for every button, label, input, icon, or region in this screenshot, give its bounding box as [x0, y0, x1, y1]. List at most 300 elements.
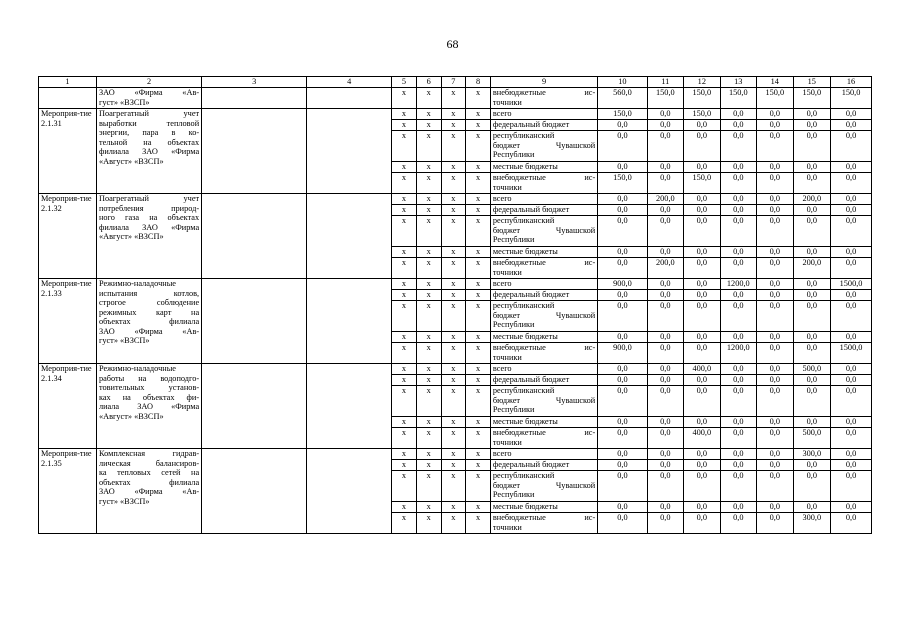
text-line: местные бюджеты [492, 247, 558, 256]
funding-source-cell [490, 375, 597, 386]
amount-cell: 0,0 [720, 449, 756, 460]
amount-cell: 0,0 [757, 332, 793, 343]
amount-cell: 0,0 [598, 364, 647, 375]
x-mark-cell: х [466, 386, 491, 417]
x-mark-cell: х [466, 343, 491, 364]
event-name-cell [96, 109, 201, 194]
event-name-cell [96, 88, 201, 109]
text-line: «Август» «ВЗСП» [98, 411, 164, 421]
amount-cell: 300,0 [793, 513, 831, 534]
funding-source-cell [490, 120, 597, 131]
column-number-15: 15 [793, 77, 831, 88]
x-mark-cell: х [441, 428, 466, 449]
empty-cell [202, 109, 307, 194]
text-line: строгое соблюдение [98, 298, 200, 307]
text-line: Комплексная гидрав- [98, 449, 200, 458]
amount-cell: 0,0 [720, 162, 756, 173]
x-mark-cell: х [416, 460, 441, 471]
amount-cell: 0,0 [793, 343, 831, 364]
x-mark-cell: х [466, 120, 491, 131]
x-mark-cell: х [441, 109, 466, 120]
amount-cell: 0,0 [684, 247, 720, 258]
text-line: республиканский [492, 301, 555, 310]
x-mark-cell: х [392, 386, 417, 417]
text-line: филиала ЗАО «Фирма [98, 147, 200, 156]
amount-cell: 0,0 [831, 109, 872, 120]
amount-cell: 0,0 [647, 471, 683, 502]
x-mark-cell: х [392, 205, 417, 216]
column-number-16: 16 [831, 77, 872, 88]
amount-cell: 0,0 [720, 131, 756, 162]
text-line: точники [492, 182, 522, 192]
event-name-cell [96, 449, 201, 534]
amount-cell: 0,0 [684, 375, 720, 386]
funding-source-cell [490, 247, 597, 258]
x-mark-cell: х [441, 258, 466, 279]
amount-cell: 0,0 [647, 301, 683, 332]
x-mark-cell: х [466, 428, 491, 449]
amount-cell: 0,0 [720, 216, 756, 247]
text-line: местные бюджеты [492, 162, 558, 171]
amount-cell: 0,0 [684, 449, 720, 460]
amount-cell: 200,0 [793, 194, 831, 205]
amount-cell: 150,0 [598, 109, 647, 120]
text-line: тельной на объектах [98, 137, 200, 147]
x-mark-cell: х [416, 417, 441, 428]
text-line: внебюджетные ис- [492, 88, 596, 97]
table-row [39, 194, 872, 205]
x-mark-cell: х [441, 279, 466, 290]
x-mark-cell: х [441, 343, 466, 364]
amount-cell: 0,0 [684, 417, 720, 428]
x-mark-cell: х [466, 247, 491, 258]
amount-cell: 0,0 [684, 216, 720, 247]
amount-cell: 0,0 [598, 290, 647, 301]
text-line: федеральный бюджет [492, 205, 570, 214]
event-number-cell: Мероприя-тие 2.1.35 [39, 449, 97, 534]
x-mark-cell: х [441, 417, 466, 428]
amount-cell: 400,0 [684, 364, 720, 375]
x-mark-cell: х [392, 88, 417, 109]
column-number-9: 9 [490, 77, 597, 88]
x-mark-cell: х [416, 301, 441, 332]
text-line: потребления природ- [98, 203, 200, 213]
amount-cell: 0,0 [598, 301, 647, 332]
amount-cell: 0,0 [757, 460, 793, 471]
text-line: лиала ЗАО «Фирма [98, 402, 200, 411]
amount-cell: 0,0 [598, 332, 647, 343]
text-line: точники [492, 97, 522, 107]
x-mark-cell: х [416, 216, 441, 247]
amount-cell: 0,0 [598, 375, 647, 386]
text-line: объектах филиала [98, 317, 200, 326]
amount-cell: 0,0 [684, 205, 720, 216]
event-name-cell [96, 279, 201, 364]
amount-cell: 150,0 [720, 88, 756, 109]
x-mark-cell: х [466, 279, 491, 290]
amount-cell: 0,0 [598, 205, 647, 216]
x-mark-cell: х [441, 513, 466, 534]
text-line: внебюджетные ис- [492, 428, 596, 437]
amount-cell: 150,0 [793, 88, 831, 109]
funding-source-cell [490, 471, 597, 502]
x-mark-cell: х [466, 258, 491, 279]
empty-cell [307, 194, 392, 279]
column-number-8: 8 [466, 77, 491, 88]
x-mark-cell: х [466, 513, 491, 534]
text-line: ках на объектах фи- [98, 392, 200, 402]
amount-cell: 0,0 [598, 386, 647, 417]
text-line: работы на водоподго- [98, 373, 200, 383]
x-mark-cell: х [466, 364, 491, 375]
amount-cell: 0,0 [684, 513, 720, 534]
text-line: точники [492, 352, 522, 362]
text-line: бюджет Чувашской [492, 225, 596, 235]
amount-cell: 0,0 [757, 301, 793, 332]
event-name-cell [96, 364, 201, 449]
x-mark-cell: х [416, 428, 441, 449]
funding-source-cell [490, 428, 597, 449]
amount-cell: 0,0 [647, 131, 683, 162]
page-number: 68 [446, 37, 459, 51]
amount-cell: 0,0 [757, 120, 793, 131]
x-mark-cell: х [416, 247, 441, 258]
x-mark-cell: х [466, 205, 491, 216]
column-number-1: 1 [39, 77, 97, 88]
funding-source-cell [490, 194, 597, 205]
amount-cell: 0,0 [598, 247, 647, 258]
amount-cell: 0,0 [720, 247, 756, 258]
amount-cell: 0,0 [831, 173, 872, 194]
amount-cell: 0,0 [793, 301, 831, 332]
funding-source-cell [490, 109, 597, 120]
x-mark-cell: х [416, 173, 441, 194]
amount-cell: 0,0 [720, 460, 756, 471]
x-mark-cell: х [392, 428, 417, 449]
x-mark-cell: х [392, 460, 417, 471]
amount-cell: 0,0 [757, 513, 793, 534]
amount-cell: 0,0 [831, 205, 872, 216]
text-line: выработки тепловой [98, 118, 200, 128]
amount-cell: 0,0 [684, 120, 720, 131]
column-number-row [39, 77, 872, 88]
amount-cell: 0,0 [831, 460, 872, 471]
amount-cell: 0,0 [647, 386, 683, 417]
amount-cell: 0,0 [598, 120, 647, 131]
funding-source-cell [490, 258, 597, 279]
amount-cell: 0,0 [720, 428, 756, 449]
amount-cell: 0,0 [720, 471, 756, 502]
amount-cell: 0,0 [720, 194, 756, 205]
amount-cell: 150,0 [684, 173, 720, 194]
amount-cell: 0,0 [684, 460, 720, 471]
text-line: всего [492, 194, 512, 203]
x-mark-cell: х [466, 290, 491, 301]
funding-source-cell [490, 417, 597, 428]
amount-cell: 0,0 [720, 205, 756, 216]
text-line: густ» «ВЗСП» [98, 97, 150, 107]
x-mark-cell: х [416, 109, 441, 120]
text-line: республиканский [492, 386, 555, 395]
amount-cell: 0,0 [647, 120, 683, 131]
text-line: ЗАО «Фирма «Ав- [98, 88, 200, 97]
funding-source-cell [490, 301, 597, 332]
amount-cell: 0,0 [831, 386, 872, 417]
amount-cell: 0,0 [757, 364, 793, 375]
amount-cell: 0,0 [831, 417, 872, 428]
amount-cell: 0,0 [647, 247, 683, 258]
funding-source-cell [490, 343, 597, 364]
amount-cell: 0,0 [793, 460, 831, 471]
text-line: бюджет Чувашской [492, 480, 596, 490]
text-line: всего [492, 279, 512, 288]
amount-cell: 0,0 [598, 513, 647, 534]
amount-cell: 0,0 [684, 258, 720, 279]
x-mark-cell: х [392, 502, 417, 513]
amount-cell: 0,0 [647, 460, 683, 471]
x-mark-cell: х [441, 173, 466, 194]
text-line: федеральный бюджет [492, 460, 570, 469]
amount-cell: 150,0 [684, 109, 720, 120]
amount-cell: 200,0 [647, 194, 683, 205]
column-number-5: 5 [392, 77, 417, 88]
amount-cell: 0,0 [831, 449, 872, 460]
funding-source-cell [490, 460, 597, 471]
x-mark-cell: х [416, 386, 441, 417]
x-mark-cell: х [416, 162, 441, 173]
amount-cell: 0,0 [793, 417, 831, 428]
x-mark-cell: х [466, 460, 491, 471]
text-line: точники [492, 522, 522, 532]
amount-cell: 0,0 [757, 417, 793, 428]
funding-source-cell [490, 162, 597, 173]
empty-cell [202, 279, 307, 364]
amount-cell: 0,0 [831, 131, 872, 162]
amount-cell: 0,0 [647, 375, 683, 386]
amount-cell: 560,0 [598, 88, 647, 109]
text-line: Поагрегатный учет [98, 194, 200, 203]
text-line: лическая балансиров- [98, 458, 200, 468]
table-body [39, 77, 872, 534]
amount-cell: 300,0 [793, 449, 831, 460]
x-mark-cell: х [441, 460, 466, 471]
amount-cell: 900,0 [598, 279, 647, 290]
x-mark-cell: х [416, 290, 441, 301]
column-number-3: 3 [202, 77, 307, 88]
empty-cell [307, 109, 392, 194]
amount-cell: 0,0 [757, 375, 793, 386]
funding-source-cell [490, 88, 597, 109]
amount-cell: 0,0 [720, 386, 756, 417]
financing-table [38, 76, 872, 534]
x-mark-cell: х [416, 449, 441, 460]
amount-cell: 0,0 [793, 332, 831, 343]
x-mark-cell: х [416, 88, 441, 109]
amount-cell: 0,0 [598, 131, 647, 162]
x-mark-cell: х [392, 120, 417, 131]
empty-cell [307, 364, 392, 449]
amount-cell: 0,0 [831, 194, 872, 205]
x-mark-cell: х [441, 364, 466, 375]
text-line: республиканский [492, 471, 555, 480]
column-number-6: 6 [416, 77, 441, 88]
x-mark-cell: х [441, 386, 466, 417]
x-mark-cell: х [441, 120, 466, 131]
amount-cell: 0,0 [598, 162, 647, 173]
text-line: ЗАО «Фирма «Ав- [98, 326, 200, 336]
column-number-14: 14 [757, 77, 793, 88]
amount-cell: 0,0 [831, 162, 872, 173]
amount-cell: 0,0 [757, 449, 793, 460]
x-mark-cell: х [466, 88, 491, 109]
amount-cell: 0,0 [831, 120, 872, 131]
table-row [39, 88, 872, 109]
amount-cell: 0,0 [684, 279, 720, 290]
amount-cell: 0,0 [720, 301, 756, 332]
amount-cell: 0,0 [720, 513, 756, 534]
x-mark-cell: х [392, 173, 417, 194]
text-line: внебюджетные ис- [492, 513, 596, 522]
text-line: густ» «ВЗСП» [98, 336, 150, 345]
text-line: внебюджетные ис- [492, 258, 596, 267]
column-number-10: 10 [598, 77, 647, 88]
event-number-cell [39, 88, 97, 109]
text-line: ка тепловых сетей на [98, 468, 200, 477]
amount-cell: 0,0 [684, 131, 720, 162]
text-line: всего [492, 449, 512, 458]
funding-source-cell [490, 173, 597, 194]
text-line: испытания котлов, [98, 288, 200, 298]
funding-source-cell [490, 364, 597, 375]
x-mark-cell: х [416, 375, 441, 386]
x-mark-cell: х [441, 301, 466, 332]
x-mark-cell: х [441, 216, 466, 247]
amount-cell: 500,0 [793, 364, 831, 375]
amount-cell: 0,0 [720, 290, 756, 301]
amount-cell: 0,0 [831, 332, 872, 343]
amount-cell: 0,0 [598, 417, 647, 428]
amount-cell: 0,0 [757, 386, 793, 417]
x-mark-cell: х [392, 258, 417, 279]
amount-cell: 0,0 [757, 290, 793, 301]
text-line: ЗАО «Фирма «Ав- [98, 487, 200, 496]
amount-cell: 0,0 [684, 471, 720, 502]
amount-cell: 0,0 [647, 513, 683, 534]
x-mark-cell: х [441, 247, 466, 258]
amount-cell: 0,0 [684, 502, 720, 513]
amount-cell: 0,0 [647, 364, 683, 375]
x-mark-cell: х [392, 216, 417, 247]
amount-cell: 0,0 [598, 194, 647, 205]
x-mark-cell: х [392, 109, 417, 120]
amount-cell: 0,0 [598, 460, 647, 471]
x-mark-cell: х [441, 162, 466, 173]
x-mark-cell: х [441, 471, 466, 502]
amount-cell: 1200,0 [720, 343, 756, 364]
amount-cell: 0,0 [647, 417, 683, 428]
amount-cell: 150,0 [831, 88, 872, 109]
amount-cell: 0,0 [720, 120, 756, 131]
text-line: всего [492, 109, 512, 118]
text-line: Республики [492, 490, 535, 499]
amount-cell: 0,0 [793, 173, 831, 194]
x-mark-cell: х [392, 513, 417, 534]
amount-cell: 0,0 [647, 173, 683, 194]
x-mark-cell: х [441, 290, 466, 301]
amount-cell: 0,0 [757, 216, 793, 247]
funding-source-cell [490, 131, 597, 162]
amount-cell: 0,0 [757, 205, 793, 216]
amount-cell: 1200,0 [720, 279, 756, 290]
x-mark-cell: х [416, 513, 441, 534]
x-mark-cell: х [466, 131, 491, 162]
text-line: бюджет Чувашской [492, 310, 596, 320]
x-mark-cell: х [466, 109, 491, 120]
amount-cell: 0,0 [647, 332, 683, 343]
x-mark-cell: х [441, 194, 466, 205]
amount-cell: 0,0 [757, 343, 793, 364]
amount-cell: 150,0 [647, 88, 683, 109]
x-mark-cell: х [466, 173, 491, 194]
amount-cell: 150,0 [598, 173, 647, 194]
x-mark-cell: х [416, 364, 441, 375]
empty-cell [307, 449, 392, 534]
amount-cell: 400,0 [684, 428, 720, 449]
amount-cell: 0,0 [793, 109, 831, 120]
amount-cell: 0,0 [831, 364, 872, 375]
x-mark-cell: х [416, 194, 441, 205]
text-line: местные бюджеты [492, 417, 558, 426]
amount-cell: 200,0 [647, 258, 683, 279]
x-mark-cell: х [416, 502, 441, 513]
text-line: Поагрегатный учет [98, 109, 200, 118]
x-mark-cell: х [466, 301, 491, 332]
amount-cell: 0,0 [720, 258, 756, 279]
text-line: точники [492, 437, 522, 447]
amount-cell: 0,0 [831, 502, 872, 513]
amount-cell: 0,0 [831, 247, 872, 258]
x-mark-cell: х [466, 471, 491, 502]
x-mark-cell: х [392, 449, 417, 460]
amount-cell: 0,0 [598, 449, 647, 460]
empty-cell [202, 364, 307, 449]
amount-cell: 0,0 [793, 120, 831, 131]
table-row [39, 109, 872, 120]
x-mark-cell: х [392, 279, 417, 290]
funding-source-cell [490, 513, 597, 534]
amount-cell: 900,0 [598, 343, 647, 364]
amount-cell: 0,0 [598, 471, 647, 502]
x-mark-cell: х [441, 88, 466, 109]
amount-cell: 0,0 [684, 343, 720, 364]
amount-cell: 0,0 [684, 162, 720, 173]
empty-cell [202, 194, 307, 279]
x-mark-cell: х [466, 216, 491, 247]
text-line: Республики [492, 235, 535, 244]
x-mark-cell: х [466, 502, 491, 513]
table-row [39, 279, 872, 290]
amount-cell: 0,0 [598, 258, 647, 279]
x-mark-cell: х [441, 449, 466, 460]
empty-cell [307, 88, 392, 109]
amount-cell: 200,0 [793, 258, 831, 279]
x-mark-cell: х [441, 205, 466, 216]
x-mark-cell: х [466, 375, 491, 386]
amount-cell: 150,0 [757, 88, 793, 109]
text-line: федеральный бюджет [492, 375, 570, 384]
text-line: местные бюджеты [492, 502, 558, 511]
amount-cell: 0,0 [831, 471, 872, 502]
